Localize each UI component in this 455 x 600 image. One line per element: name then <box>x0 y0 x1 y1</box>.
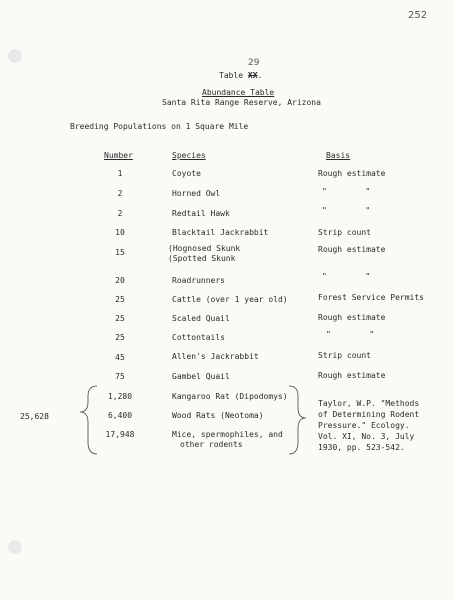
row-basis: Rough estimate <box>318 313 386 322</box>
row-basis: Strip count <box>318 228 371 237</box>
row-basis: " " <box>322 187 371 196</box>
row-number: 20 <box>115 276 125 285</box>
row-species: Roadrunners <box>172 276 225 285</box>
rodent-number: 17,948 <box>105 430 135 439</box>
row-number: 1 <box>117 169 123 178</box>
row-number: 15 <box>115 248 125 257</box>
row-number: 2 <box>117 189 123 198</box>
row-species: Redtail Hawk <box>172 209 230 218</box>
row-number: 45 <box>115 353 125 362</box>
row-basis: " " <box>326 330 375 339</box>
table-period: . <box>257 71 263 80</box>
row-basis: " " <box>322 206 371 215</box>
row-species: Scaled Quail <box>172 314 230 323</box>
row-number: 75 <box>115 372 125 381</box>
row-species: Cottontails <box>172 333 225 342</box>
header-species: Species <box>172 151 206 160</box>
right-brace-shape <box>289 386 306 454</box>
reference-line: of Determining Rodent <box>318 410 420 419</box>
rodent-reference <box>318 398 448 453</box>
page-number: 252 <box>408 10 428 21</box>
table-subtitle: Breeding Populations on 1 Square Mile <box>70 122 249 131</box>
rodent-total: 25,628 <box>20 412 49 421</box>
row-species: Horned Owl <box>172 189 221 198</box>
reference-line: Pressure." Ecology. <box>318 421 410 430</box>
left-brace-shape <box>80 386 97 454</box>
header-basis: Basis <box>326 151 351 160</box>
row-number: 25 <box>115 314 125 323</box>
row-species: Blacktail Jackrabbit <box>172 228 269 237</box>
table-location: Santa Rita Range Reserve, Arizona <box>162 98 321 107</box>
row-basis: Rough estimate <box>318 245 386 254</box>
rodent-number: 1,280 <box>107 392 133 401</box>
row-species-second: (Spotted Skunk <box>168 254 236 263</box>
reference-line: 1930, pp. 523-542. <box>318 443 405 452</box>
row-number: 25 <box>115 333 125 342</box>
table-number-handwritten: 29 <box>248 58 260 68</box>
row-number: 2 <box>117 209 123 218</box>
row-species: Cattle (over 1 year old) <box>172 295 288 304</box>
rodent-species-second: other rodents <box>180 440 243 449</box>
row-basis: Strip count <box>318 351 371 360</box>
row-species: Allen's Jackrabbit <box>172 352 259 361</box>
table-label-text: Table <box>219 71 244 80</box>
rodent-species: Mice, spermophiles, and <box>172 430 283 439</box>
header-number: Number <box>104 151 133 160</box>
row-species: Coyote <box>172 169 201 178</box>
row-basis: Forest Service Permits <box>318 293 424 302</box>
row-basis: " " <box>322 272 371 281</box>
rodent-number: 6,400 <box>107 411 133 420</box>
row-number: 10 <box>115 228 125 237</box>
reference-line: Taylor, W.P. "Methods <box>318 399 420 408</box>
table-number-typed: XX <box>247 71 258 80</box>
rodent-species: Kangaroo Rat (Dipodomys) <box>172 392 288 401</box>
row-basis: Rough estimate <box>318 169 386 178</box>
row-species: (Hognosed Skunk <box>168 244 241 253</box>
row-number: 25 <box>115 295 125 304</box>
table-title: Abundance Table <box>202 88 275 97</box>
row-species: Gambel Quail <box>172 372 230 381</box>
reference-line: Vol. XI, No. 3, July <box>318 432 415 441</box>
rodent-species: Wood Rats (Neotoma) <box>172 411 264 420</box>
row-basis: Rough estimate <box>318 371 386 380</box>
